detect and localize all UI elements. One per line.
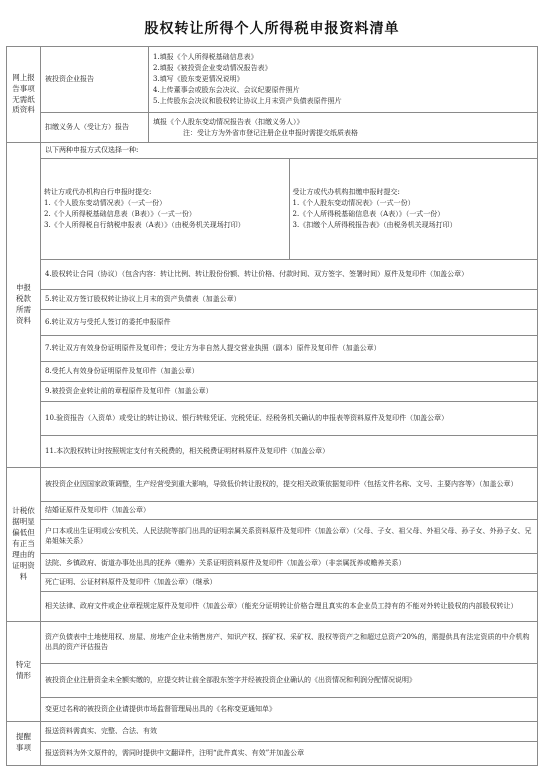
special-item-2: 被投资企业注册资金未全额实缴的，应提交转让前全部股东签字并经被投资企业确认的《出资情况和利润分配情况说明》 bbox=[7, 663, 538, 697]
lowprice-item-1: 计税依 据明显 偏低但 有正当 理由的 证明资 料 被投资企业因国家政策调整，生产经营受到重大影响，导致低价转让股权的，提交相关政策依据复印件（包括文件名称、文号、主要内容等）（加盖公章） bbox=[7, 467, 538, 501]
declare-item-11: 11.本次股权转让时按照规定支付有关税费的，相关税费证明材料原件及复印件（加盖公章） bbox=[7, 435, 538, 467]
declare-item-7: 7.转让双方有效身份证明原件及复印件；受让方为非自然人提交营业执照（副本）原件及复印件（加盖公章） bbox=[7, 335, 538, 361]
special-item-3: 变更过名称的被投资企业请提供市场监督管理局出具的《名称变更通知单》 bbox=[7, 697, 538, 721]
declare-item-6: 6.转让双方与受托人签订的委托申报原件 bbox=[7, 309, 538, 335]
declare-item-4: 4.股权转让合同（协议）（包含内容：转让比例、转让股份份额、转让价格、付款时间、双方签字、签署时间）原件及复印件（加盖公章） bbox=[7, 259, 538, 289]
notice-item-2: 报送资料为外文原件的，需同时提供中文翻译件，注明“此件真实、有效”并加盖公章 bbox=[7, 741, 538, 765]
lowprice-item-4: 法院、乡镇政府、街道办事处出具的抚养（赡养）关系证明资料原件及复印件（加盖公章）（非亲属抚养或赡养关系） bbox=[7, 553, 538, 573]
special-item-1: 特定 情形 资产负债表中土地使用权、房屋、房地产企业未销售房产、知识产权、探矿权、采矿权、股权等资产之和超过总资产20%的，需提供具有法定资质的中介机构出具的资产评估报告 bbox=[7, 621, 538, 663]
declare-methods-row bbox=[7, 158, 538, 259]
online-row1-label: 被投资企业报告 bbox=[41, 47, 149, 113]
declare-item-10: 10.验资报告（入资单）或受让的转让协议、银行转账凭证、完税凭证、经税务机关确认的申报表等资料原件及复印件（加盖公章） bbox=[7, 401, 538, 435]
lowprice-item-5: 死亡证明、公证材料原件及复印件（加盖公章）（继承） bbox=[7, 573, 538, 591]
online-row2-items: 填报《个人股东变动情况报告表（扣缴义务人）》 注：受让方为外省市登记注册企业申报时需提交纸质表格 bbox=[149, 113, 538, 143]
lowprice-item-6: 相关法律、政府文件或企业章程规定原件及复印件（加盖公章）（能充分证明转让价格合理且真实的本企业员工持有的不能对外转让股权的内部股权转让） bbox=[7, 591, 538, 621]
section-declare-label: 申报 税款 所需 资料 bbox=[7, 143, 41, 468]
page-title: 股权转让所得个人所得税申报资料清单 bbox=[144, 21, 400, 37]
declare-intro: 以下两种申报方式仅选择一种: bbox=[41, 143, 538, 159]
lowprice-item-2: 结婚证原件及复印件（加盖公章） bbox=[7, 501, 538, 519]
section-special-label: 特定 情形 bbox=[7, 621, 41, 721]
section-lowprice-label: 计税依 据明显 偏低但 有正当 理由的 证明资 料 bbox=[7, 467, 41, 621]
declare-intro-row bbox=[7, 143, 538, 159]
declare-item-9: 9.被投资企业转让前的章程原件及复印件（加盖公章） bbox=[7, 381, 538, 401]
section-notice-label: 提醒 事项 bbox=[7, 721, 41, 765]
lowprice-item-3: 户口本或出生证明或公安机关、人民法院等部门出具的证明亲属关系资料原件及复印件（加盖公章）（父母、子女、祖父母、外祖父母、孙子女、外孙子女、兄弟姐妹关系） bbox=[7, 519, 538, 553]
online-row-1 bbox=[7, 47, 538, 113]
online-row-2 bbox=[7, 113, 538, 143]
notice-item-1: 提醒 事项 报送资料需真实、完整、合法、有效 bbox=[7, 721, 538, 741]
self-declare-box: 转让方或代办机构自行申报时提交: 1.《个人股东变动情况表》（一式一份） 2.《个人所得税基础信息表（B表）》（一式一份） 3.《个人所得税自行纳税申报表（A表）》（由税务机关现场打印） bbox=[44, 188, 245, 229]
declare-item-5: 5.转让双方签订股权转让协议上月末的资产负债表（加盖公章） bbox=[7, 289, 538, 309]
document-table bbox=[6, 46, 538, 766]
section-online-label: 网上报 告事项 无需纸 质资料 bbox=[7, 47, 41, 143]
declare-item-8: 8.受托人有效身份证明原件及复印件（加盖公章） bbox=[7, 361, 538, 381]
online-row2-label: 扣缴义务人（受让方）报告 bbox=[41, 113, 149, 143]
withholding-declare-box: 受让方或代办机构扣缴申报时提交: 1.《个人股东变动情况表》（一式一份） 2.《个人所得税基础信息表（A表）》（一式一份） 3.《扣缴个人所得税报告表》（由税务机关现场打印） bbox=[289, 159, 538, 259]
online-row1-items: 1.填报《个人所得税基础信息表》 2.填报《被投资企业变动情况报告表》 3.填写《股东变更情况说明》 4.上传董事会或股东会决议、会议纪要原件照片 5.上传股东会决议和股权转让协议上月末资产负债表原件照片 bbox=[149, 47, 538, 113]
